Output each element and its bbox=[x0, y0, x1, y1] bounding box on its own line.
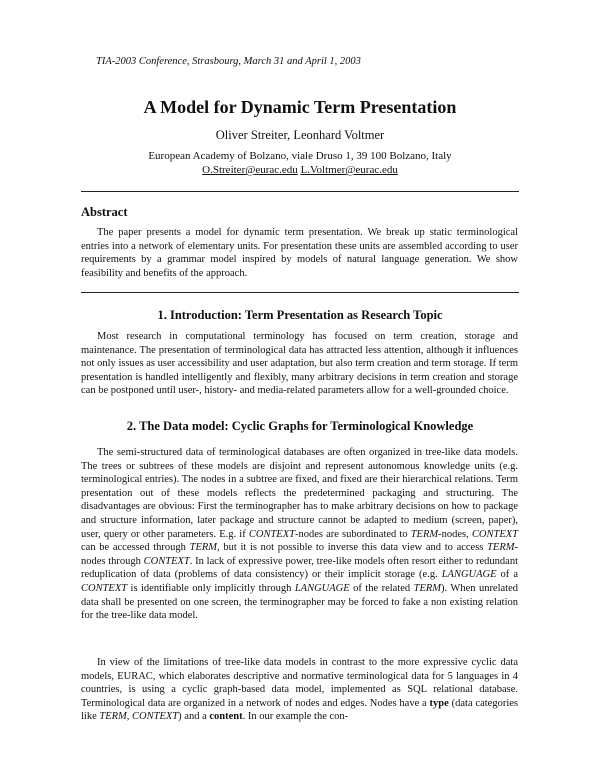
paper-title: A Model for Dynamic Term Presentation bbox=[143, 97, 457, 117]
authors: Oliver Streiter, Leonhard Voltmer bbox=[215, 128, 385, 142]
abstract-text: The paper presents a model for dynamic term presentation. We break up static terminological entries into a network of elementary units. For presentation these units are assembled according to user requirements by a grammar model inspired by models of natural language generation. We show feasibility and benefits of the approach. bbox=[81, 227, 518, 279]
section-1-heading: 1. Introduction: Term Presentation as Research Topic bbox=[157, 308, 443, 322]
section-1-paragraph: Most research in computational terminology has focused on term creation, storage and maintenance. The presentation of terminological data has attracted less attention, although it influences not only issues as user accessibility and user adaptation, but also term creation and term storage. If term presentation is handled intelligently and flexibly, many arbitrary decisions in term creation and storage can be postponed until user-, history- and media-related parameters allow for a well-grounded choice. bbox=[81, 331, 518, 397]
email-link-streiter[interactable]: O.Streiter@eurac.edu bbox=[202, 164, 298, 176]
section-2-paragraph-2: In view of the limitations of tree-like data models in contrast to the more expressive cyclic data models, EURAC, which elaborates descriptive and normative terminological data for 5 languages in 4 countries, is using a cyclic graph-based data model, implemented as SQL relational database. Terminological data are organized in a network of nodes and edges. Nodes have a type (data categories like TERM, CONTEXT) and a content. In our example the con- bbox=[81, 657, 518, 723]
affiliation: European Academy of Bolzano, viale Druso 1, 39 100 Bolzano, Italy bbox=[148, 150, 452, 162]
email-link-voltmer[interactable]: L.Voltmer@eurac.edu bbox=[300, 164, 398, 176]
section-2-heading: 2. The Data model: Cyclic Graphs for Terminological Knowledge bbox=[126, 419, 474, 433]
abstract-heading: Abstract bbox=[81, 205, 128, 219]
author-emails bbox=[0, 164, 600, 176]
abstract-bottom-rule bbox=[81, 292, 519, 293]
abstract-top-rule bbox=[81, 191, 519, 192]
conference-header: TIA-2003 Conference, Strasbourg, March 31 and April 1, 2003 bbox=[96, 56, 361, 67]
section-2-paragraph-1: The semi-structured data of terminological databases are often organized in tree-like data models. The trees or subtrees of these models are disjoint and represent autonomous knowledge units (e.g. terminological entries). The nodes in a subtree are fixed, and fixed are their hierarchical relations. Term presentation out of these models reflects the predetermined packaging and structuring. The disadvantages are obvious: First the terminographer has to make arbitrary decisions on how to package and structure information, later package and structure cannot be adapted to medium (screen, paper), user, query or other parameters. E.g. if CONTEXT-nodes are subordinated to TERM-nodes, CONTEXT can be accessed through TERM, but it is not possible to inverse this data view and to access TERM-nodes through CONTEXT. In lack of expressive power, tree-like models often resort either to redundant reduplication of data (problems of data consistency) or their implicit storage (e.g. LANGUAGE of a CONTEXT is identifiable only implicitly through LANGUAGE of the related TERM). When unrelated data shall be presented on one screen, the terminographer may be forced to fake a non existing relation for the tree-like data model. bbox=[81, 447, 518, 622]
